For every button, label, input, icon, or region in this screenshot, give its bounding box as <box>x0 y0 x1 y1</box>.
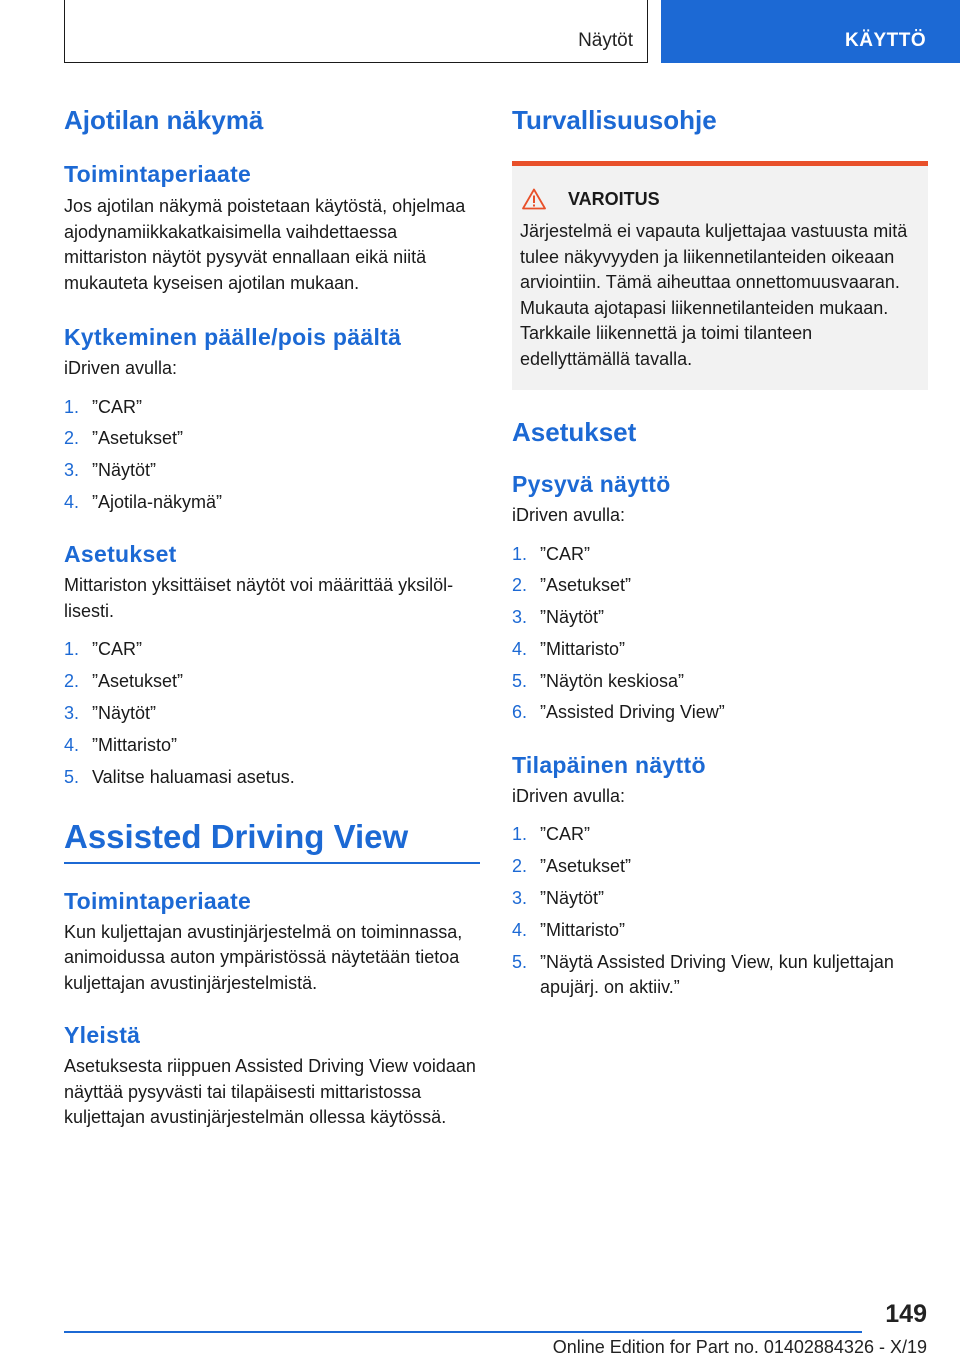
warning-text: Järjestelmä ei vapauta kuljettajaa vastuusta mitä tulee näkyvyyden ja liikennetilanteiden oikeaan arviointiin. Tämä aiheuttaa onnettomuusvaaran. Mukauta ajotapasi liikennetilanteiden mukaan. Tarkkaile liikennettä ja toimi tilanteen edellyttämällä tavalla. <box>520 221 908 369</box>
list-item <box>64 637 480 663</box>
principle-text: Jos ajotilan näkymä poistetaan käytöstä, ohjelmaa ajodynamiikkakatkaisimella vaihdettaessa mittariston näytöt pysyvät ennallaan eikä niitä mukauteta kyseisen ajotilan mukaan. <box>64 196 466 293</box>
permanent-heading: Pysyvä näyttö <box>512 471 671 497</box>
header-section-title: Näytöt <box>578 30 633 51</box>
list-item-text: ”Assisted Driving View” <box>540 702 725 723</box>
temporary-intro: iDriven avulla: <box>512 785 626 806</box>
warning-title <box>520 188 922 210</box>
list-item-text: ”Asetukset” <box>540 856 632 877</box>
safety-heading: Turvallisuusohje <box>512 105 717 135</box>
list-item-text: ”Mittaristo” <box>540 638 625 659</box>
left-column <box>64 104 480 1131</box>
settings-steps-list <box>64 637 480 790</box>
list-item-number: 4. <box>64 491 80 512</box>
list-item-number: 2. <box>512 575 528 596</box>
list-item-number: 1. <box>64 639 80 660</box>
list-item-number: 1. <box>512 824 528 845</box>
right-settings-heading: Asetukset <box>512 417 637 447</box>
list-item <box>64 426 480 452</box>
list-item-text: ”Näytöt” <box>92 702 157 723</box>
footer-rule <box>64 1331 862 1333</box>
list-item-text: ”Näytön keskiosa” <box>540 670 685 691</box>
list-item <box>512 950 928 1001</box>
list-item-number: 5. <box>64 766 80 787</box>
list-item-text: ”Ajotila-näkymä” <box>92 491 223 512</box>
chapter-title-rule <box>64 862 480 864</box>
settings-intro: Mittariston yksittäiset näytöt voi määrittää yksilöllisesti. <box>64 575 454 621</box>
list-item-number: 4. <box>64 734 80 755</box>
list-item <box>512 669 928 695</box>
list-item-text: ”Asetukset” <box>92 671 184 692</box>
list-item-text: ”Asetukset” <box>540 575 632 596</box>
list-item-number: 4. <box>512 919 528 940</box>
list-item-text: ”CAR” <box>92 639 142 660</box>
list-item-number: 2. <box>512 856 528 877</box>
page-number: 149 <box>885 1300 927 1328</box>
list-item-text: ”Näytöt” <box>92 460 157 481</box>
list-item-text: ”CAR” <box>540 824 590 845</box>
list-item <box>64 395 480 421</box>
list-item <box>64 765 480 791</box>
warning-triangle-icon <box>522 188 546 210</box>
right-column <box>512 104 928 1007</box>
list-item <box>64 458 480 484</box>
list-item-number: 1. <box>64 396 80 417</box>
chapter-title: Assisted Driving View <box>64 818 409 856</box>
general-text: Asetuksesta riippuen Assisted Driving View voidaan näyttää pysyvästi tai tilapäisesti mittaristossa kuljettajan avustinjärjestelmän ollessa käytössä. <box>64 1056 476 1128</box>
list-item-text: ”Mittaristo” <box>92 734 177 755</box>
list-item-text: ”Asetukset” <box>92 428 184 449</box>
warning-box <box>512 161 928 390</box>
list-item <box>512 700 928 726</box>
list-item <box>64 701 480 727</box>
permanent-steps-list <box>512 542 928 726</box>
list-item-text: ”Mittaristo” <box>540 919 625 940</box>
principle-heading: Toimintaperiaate <box>64 161 252 187</box>
list-item <box>512 918 928 944</box>
list-item-text: ”CAR” <box>92 396 142 417</box>
permanent-intro: iDriven avulla: <box>512 505 626 525</box>
list-item-number: 3. <box>64 460 80 481</box>
list-item <box>64 733 480 759</box>
list-item-text: ”Näytä Assisted Driving View, kun kuljettajan apujärj. on aktiiv.” <box>540 951 894 998</box>
list-item-text: ”Näytöt” <box>540 607 605 628</box>
list-item <box>512 854 928 880</box>
warning-label: VAROITUS <box>568 189 660 209</box>
list-item-number: 1. <box>512 543 528 564</box>
list-item-text: Valitse haluamasi asetus. <box>92 766 295 787</box>
general-heading: Yleistä <box>64 1022 141 1049</box>
page-title: Ajotilan näkymä <box>64 105 264 135</box>
header-chapter-tab: KÄYTTÖ <box>661 0 960 63</box>
list-item <box>64 490 480 516</box>
list-item-text: ”CAR” <box>540 543 590 564</box>
list-item <box>512 637 928 663</box>
list-item-number: 5. <box>512 670 528 691</box>
toggle-steps-list <box>64 395 480 516</box>
adv-principle-heading: Toimintaperiaate <box>64 887 252 914</box>
toggle-heading: Kytkeminen päälle/pois päältä <box>64 324 402 350</box>
list-item <box>512 573 928 599</box>
header-section-box <box>64 0 648 63</box>
list-item <box>512 605 928 631</box>
list-item-number: 3. <box>512 888 528 909</box>
list-item-text: ”Näytöt” <box>540 888 605 909</box>
list-item <box>512 822 928 848</box>
footer-edition: Online Edition for Part no. 01402884326 - X/19 <box>552 1337 927 1357</box>
temporary-steps-list <box>512 822 928 1000</box>
list-item-number: 5. <box>512 951 528 972</box>
list-item-number: 3. <box>512 607 528 628</box>
settings-heading: Asetukset <box>64 541 177 568</box>
toggle-intro: iDriven avulla: <box>64 358 178 378</box>
list-item <box>64 669 480 695</box>
list-item-number: 4. <box>512 638 528 659</box>
list-item-number: 6. <box>512 702 528 723</box>
list-item-number: 3. <box>64 702 80 723</box>
list-item-number: 2. <box>64 671 80 692</box>
list-item <box>512 542 928 568</box>
temporary-heading: Tilapäinen näyttö <box>512 751 706 778</box>
list-item <box>512 886 928 912</box>
adv-principle-text: Kun kuljettajan avustinjärjestelmä on toiminnassa, animoidussa auton ympäristössä näytetään tietoa kuljettajan avustinjärjestelmistä. <box>64 921 463 993</box>
list-item-number: 2. <box>64 428 80 449</box>
